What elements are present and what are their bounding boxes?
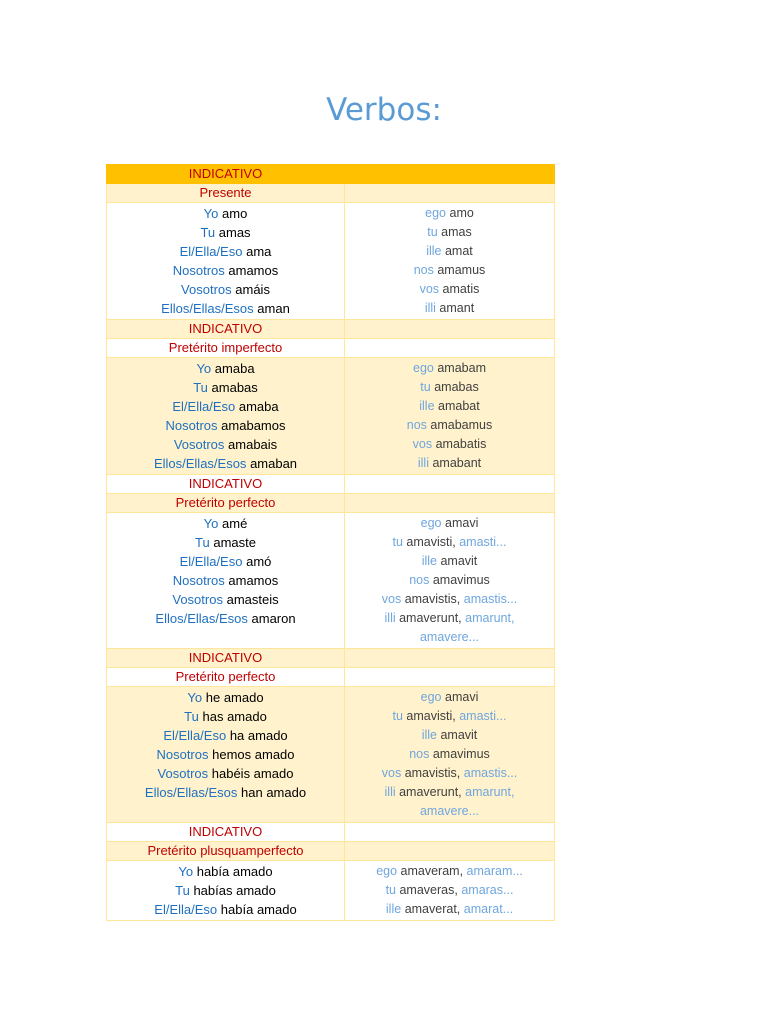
verb-form: amatis (442, 282, 480, 296)
latin-line (347, 628, 552, 647)
pronoun: tu (420, 380, 431, 394)
verb-form: amaveram, (400, 864, 464, 878)
latin-line (347, 707, 552, 726)
pronoun: ille (419, 399, 435, 413)
empty-cell (345, 494, 555, 513)
spanish-conjugation-cell (107, 861, 345, 921)
pronoun: El/Ella/Eso (179, 244, 243, 259)
mood-cell: INDICATIVO (107, 649, 345, 668)
verb-form: han amado (241, 785, 307, 800)
alternate-form: amaram... (466, 864, 523, 878)
verb-form: amé (222, 516, 248, 531)
conjugation-row (107, 861, 555, 921)
verb-form: hemos amado (212, 747, 295, 762)
latin-line (347, 416, 552, 435)
pronoun: El/Ella/Eso (163, 728, 227, 743)
pronoun: vos (381, 766, 402, 780)
latin-conjugation-cell (345, 513, 555, 649)
verb-form: amavistis, (404, 592, 461, 606)
empty-cell (345, 320, 555, 339)
pronoun: Nosotros (156, 747, 209, 762)
pronoun: tu (385, 883, 396, 897)
pronoun: illi (384, 611, 396, 625)
pronoun: Yo (196, 361, 212, 376)
spanish-line (109, 397, 342, 416)
verb-form: amabas (434, 380, 479, 394)
conjugation-row (107, 203, 555, 320)
spanish-line (109, 609, 342, 628)
verb-form: amabam (437, 361, 486, 375)
verb-form: amavistis, (404, 766, 461, 780)
verb-form: he amado (205, 690, 264, 705)
pronoun: nos (409, 747, 430, 761)
latin-line (347, 745, 552, 764)
verb-form: amáis (235, 282, 270, 297)
pronoun: Vosotros (181, 282, 232, 297)
latin-line (347, 242, 552, 261)
verb-form: amavimus (432, 747, 490, 761)
verb-form: amavit (440, 554, 478, 568)
spanish-line (109, 571, 342, 590)
latin-line (347, 378, 552, 397)
verb-form: amaste (213, 535, 256, 550)
pronoun: Vosotros (172, 592, 223, 607)
alternate-form: amastis... (463, 766, 518, 780)
tense-row (107, 339, 555, 358)
latin-line (347, 881, 552, 900)
spanish-conjugation-cell (107, 358, 345, 475)
verb-form: habéis amado (211, 766, 294, 781)
spanish-line (109, 764, 342, 783)
conjugation-row (107, 687, 555, 823)
alternate-form: amasti... (459, 535, 507, 549)
spanish-conjugation-cell (107, 203, 345, 320)
pronoun: Yo (203, 206, 219, 221)
page-title: Verbos: (326, 92, 442, 128)
mood-cell: INDICATIVO (107, 320, 345, 339)
mood-cell: INDICATIVO (107, 823, 345, 842)
latin-line (347, 900, 552, 919)
verb-form: amabant (432, 456, 482, 470)
latin-line (347, 514, 552, 533)
verb-form: aman (257, 301, 290, 316)
pronoun: illi (417, 456, 429, 470)
pronoun: Tu (195, 535, 210, 550)
tense-cell: Presente (107, 184, 345, 203)
verb-form: amaverunt, (399, 611, 462, 625)
pronoun: Nosotros (165, 418, 218, 433)
tense-cell: Pretérito perfecto (107, 668, 345, 687)
alternate-form: amarat... (463, 902, 514, 916)
verb-form: amamos (228, 573, 279, 588)
verb-form: había amado (196, 864, 273, 879)
latin-line (347, 454, 552, 473)
latin-conjugation-cell (345, 358, 555, 475)
pronoun: Ellos/Ellas/Esos (161, 301, 254, 316)
verb-form: amó (246, 554, 272, 569)
spanish-line (109, 223, 342, 242)
verb-form: amaban (250, 456, 298, 471)
pronoun: illi (384, 785, 396, 799)
verb-form: amaverat, (404, 902, 461, 916)
pronoun: ego (413, 361, 434, 375)
mood-row (107, 649, 555, 668)
verb-form: amavi (445, 690, 479, 704)
spanish-line (109, 590, 342, 609)
pronoun: ego (376, 864, 398, 878)
latin-line (347, 802, 552, 821)
verb-form: amabat (438, 399, 480, 413)
pronoun: Ellos/Ellas/Esos (144, 785, 238, 800)
verb-form: amamus (437, 263, 486, 277)
spanish-line (109, 435, 342, 454)
alternate-form: amavere... (419, 804, 480, 818)
pronoun: El/Ella/Eso (179, 554, 243, 569)
pronoun: Tu (200, 225, 216, 240)
verb-form: ha amado (229, 728, 288, 743)
verb-form: ama (246, 244, 272, 259)
empty-cell (345, 165, 555, 184)
latin-conjugation-cell (345, 203, 555, 320)
verb-form: habías amado (193, 883, 276, 898)
verb-form: amavisti, (406, 709, 456, 723)
verb-form: amasteis (226, 592, 279, 607)
tense-cell: Pretérito plusquamperfecto (107, 842, 345, 861)
verb-form: amo (222, 206, 248, 221)
tense-row (107, 494, 555, 513)
latin-conjugation-cell (345, 861, 555, 921)
tense-cell: Pretérito imperfecto (107, 339, 345, 358)
spanish-line (109, 454, 342, 473)
latin-line (347, 261, 552, 280)
spanish-line (109, 707, 342, 726)
mood-row (107, 165, 555, 184)
conjugation-row (107, 358, 555, 475)
pronoun: tu (392, 709, 403, 723)
latin-line (347, 552, 552, 571)
latin-line (347, 280, 552, 299)
verb-form: amavit (440, 728, 478, 742)
tense-row (107, 842, 555, 861)
pronoun: Tu (175, 883, 190, 898)
mood-row (107, 823, 555, 842)
pronoun: Yo (187, 690, 203, 705)
mood-row (107, 320, 555, 339)
verb-form: amavisti, (406, 535, 456, 549)
spanish-line (109, 881, 342, 900)
spanish-line (109, 900, 342, 919)
latin-line (347, 783, 552, 802)
mood-row (107, 475, 555, 494)
spanish-conjugation-cell (107, 687, 345, 823)
verb-form: amabais (228, 437, 278, 452)
latin-line (347, 726, 552, 745)
verb-form: amaba (238, 399, 279, 414)
pronoun: ille (421, 554, 437, 568)
conjugation-row (107, 513, 555, 649)
pronoun: ille (421, 728, 437, 742)
verb-form: amat (444, 244, 473, 258)
spanish-line (109, 280, 342, 299)
spanish-line (109, 862, 342, 881)
verb-form: había amado (220, 902, 297, 917)
pronoun: ego (420, 690, 442, 704)
pronoun: nos (413, 263, 434, 277)
pronoun: nos (406, 418, 427, 432)
pronoun: ego (425, 206, 447, 220)
verb-form: amas (218, 225, 251, 240)
verb-form: amabamos (221, 418, 286, 433)
pronoun: ille (385, 902, 402, 916)
latin-line (347, 609, 552, 628)
latin-line (347, 223, 552, 242)
spanish-line (109, 745, 342, 764)
tense-row (107, 184, 555, 203)
spanish-line (109, 726, 342, 745)
pronoun: El/Ella/Eso (154, 902, 218, 917)
spanish-line (109, 552, 342, 571)
latin-line (347, 299, 552, 318)
verb-form: amamos (228, 263, 279, 278)
alternate-form: amarunt, (465, 611, 515, 625)
pronoun: vos (419, 282, 440, 296)
empty-cell (345, 668, 555, 687)
pronoun: El/Ella/Eso (172, 399, 236, 414)
empty-cell (345, 475, 555, 494)
spanish-line (109, 514, 342, 533)
spanish-line (109, 688, 342, 707)
conjugation-table (106, 164, 555, 921)
spanish-line (109, 533, 342, 552)
pronoun: Vosotros (173, 437, 225, 452)
verb-form: amabatis (435, 437, 487, 451)
verb-form: amant (439, 301, 475, 315)
alternate-form: amaras... (461, 883, 514, 897)
pronoun: vos (412, 437, 433, 451)
spanish-conjugation-cell (107, 513, 345, 649)
pronoun: Nosotros (172, 573, 225, 588)
verb-form: amo (449, 206, 474, 220)
verb-form: amaron (251, 611, 296, 626)
pronoun: Ellos/Ellas/Esos (155, 611, 248, 626)
spanish-line (109, 242, 342, 261)
verb-form: amaveras, (399, 883, 458, 897)
empty-cell (345, 842, 555, 861)
pronoun: Tu (193, 380, 208, 395)
pronoun: Yo (203, 516, 219, 531)
latin-line (347, 688, 552, 707)
pronoun: Vosotros (157, 766, 209, 781)
verb-form: amabas (211, 380, 258, 395)
pronoun: tu (392, 535, 403, 549)
pronoun: illi (424, 301, 436, 315)
spanish-line (109, 783, 342, 802)
spanish-line (109, 416, 342, 435)
latin-line (347, 862, 552, 881)
empty-cell (345, 649, 555, 668)
verb-form: amavimus (432, 573, 490, 587)
pronoun: ille (426, 244, 442, 258)
pronoun: Ellos/Ellas/Esos (153, 456, 247, 471)
latin-conjugation-cell (345, 687, 555, 823)
verb-form: amaverunt, (399, 785, 462, 799)
spanish-line (109, 204, 342, 223)
latin-line (347, 435, 552, 454)
pronoun: tu (427, 225, 438, 239)
verb-form: amabamus (430, 418, 493, 432)
pronoun: Tu (184, 709, 199, 724)
empty-cell (345, 184, 555, 203)
tense-row (107, 668, 555, 687)
latin-line (347, 590, 552, 609)
pronoun: vos (381, 592, 402, 606)
pronoun: Nosotros (172, 263, 225, 278)
spanish-line (109, 359, 342, 378)
latin-line (347, 204, 552, 223)
empty-cell (345, 823, 555, 842)
latin-line (347, 533, 552, 552)
spanish-line (109, 299, 342, 318)
verb-form: amaba (214, 361, 255, 376)
latin-line (347, 571, 552, 590)
pronoun: Yo (178, 864, 194, 879)
latin-line (347, 359, 552, 378)
latin-line (347, 397, 552, 416)
verb-form: amavi (445, 516, 479, 530)
tense-cell: Pretérito perfecto (107, 494, 345, 513)
empty-cell (345, 339, 555, 358)
alternate-form: amavere... (419, 630, 480, 644)
verb-form: amas (441, 225, 472, 239)
spanish-line (109, 261, 342, 280)
verb-form: has amado (202, 709, 267, 724)
latin-line (347, 764, 552, 783)
mood-cell: INDICATIVO (107, 475, 345, 494)
alternate-form: amarunt, (465, 785, 515, 799)
pronoun: nos (409, 573, 430, 587)
mood-cell: INDICATIVO (107, 165, 345, 184)
alternate-form: amasti... (459, 709, 507, 723)
pronoun: ego (420, 516, 442, 530)
alternate-form: amastis... (463, 592, 518, 606)
spanish-line (109, 378, 342, 397)
